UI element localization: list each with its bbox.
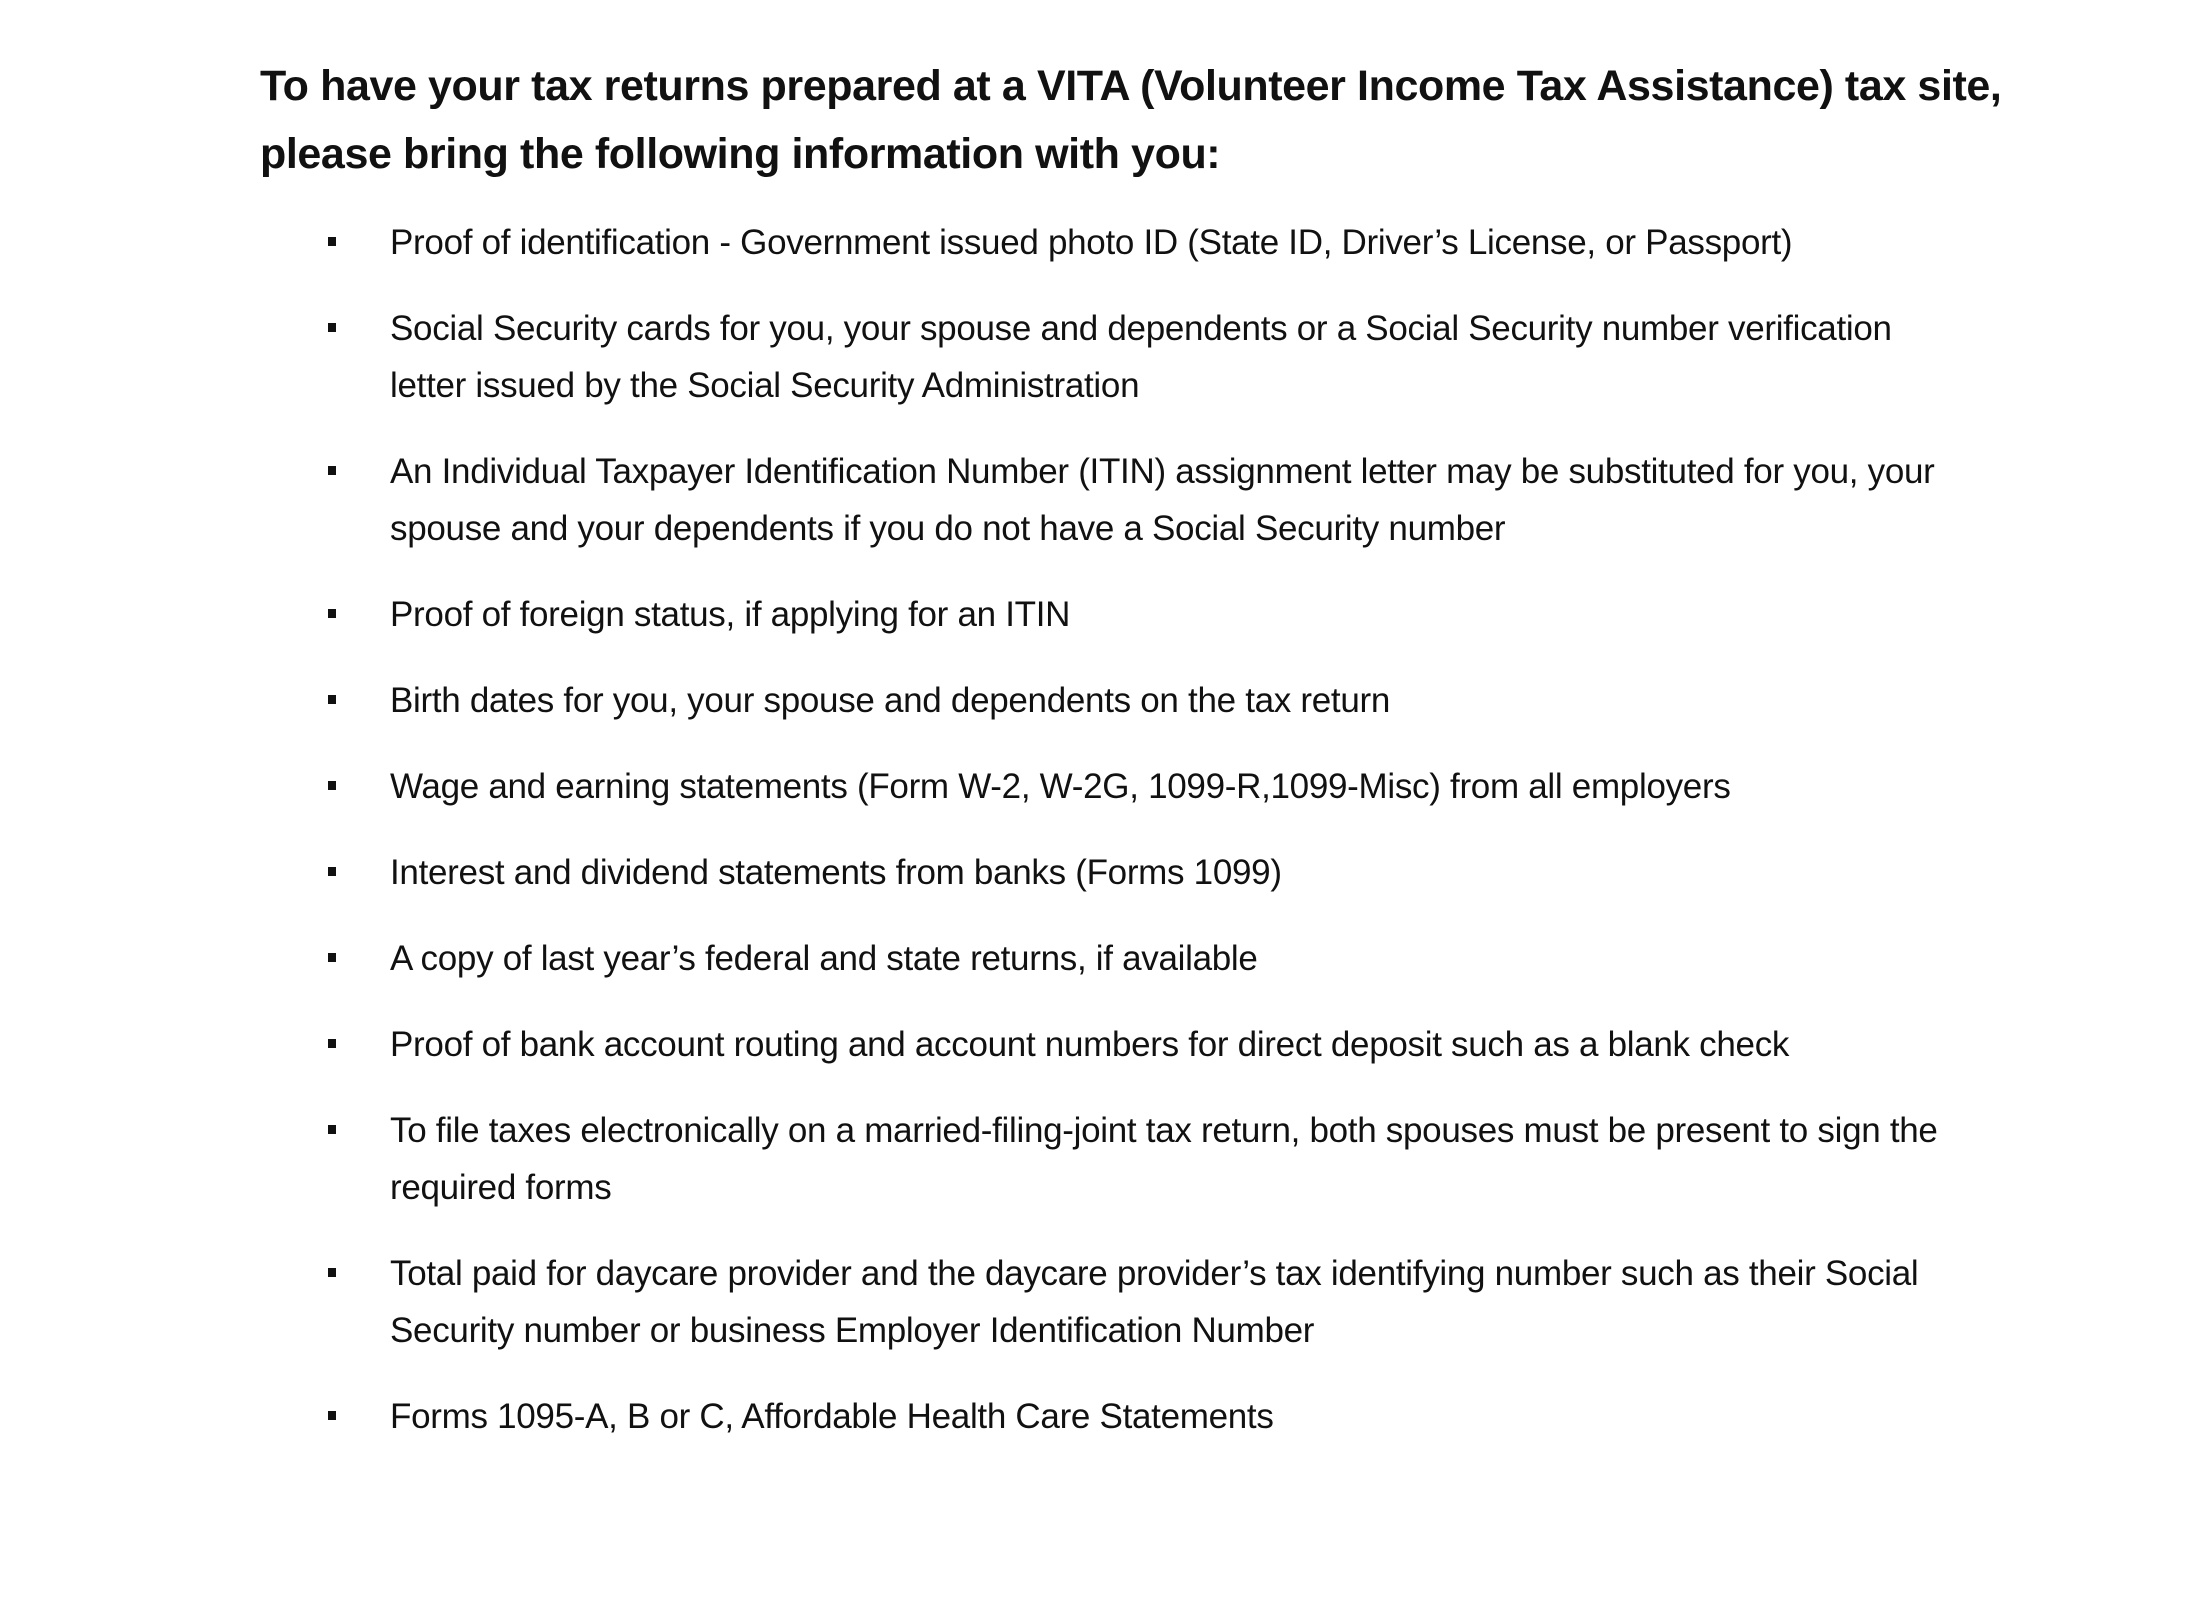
list-item-text: A copy of last year’s federal and state returns, if available (390, 939, 1258, 978)
list-item (0, 1016, 2200, 1073)
list-item-text: To file taxes electronically on a married-filing-joint tax return, both spouses must be present to sign the required forms (390, 1111, 1938, 1207)
list-item-text: Interest and dividend statements from banks (Forms 1099) (390, 853, 1282, 892)
bullet-icon (328, 867, 336, 876)
bullet-icon (328, 695, 336, 704)
list-item-text: Forms 1095-A, B or C, Affordable Health Care Statements (390, 1397, 1274, 1436)
list-item (0, 930, 2200, 987)
bullet-icon (328, 609, 336, 618)
list-item (0, 672, 2200, 729)
cropped-text-fragment (920, 0, 1280, 6)
bullet-icon (328, 781, 336, 790)
list-item-text: Wage and earning statements (Form W-2, W-2G, 1099-R,1099-Misc) from all employers (390, 767, 1731, 806)
document-heading: To have your tax returns prepared at a VITA (Volunteer Income Tax Assistance) tax site, please bring the following information with you: (260, 62, 2002, 178)
list-item-text: Social Security cards for you, your spouse and dependents or a Social Security number verification letter issued by the Social Security Administration (390, 309, 1892, 405)
bullet-icon (328, 1125, 336, 1134)
list-item-text: Proof of identification - Government issued photo ID (State ID, Driver’s License, or Passport) (390, 223, 1793, 262)
bullet-icon (328, 1039, 336, 1048)
list-item (0, 1388, 2200, 1445)
list-item (0, 300, 2200, 414)
bullet-icon (328, 953, 336, 962)
bullet-icon (328, 1411, 336, 1420)
list-item (0, 1245, 2200, 1359)
bullet-icon (328, 466, 336, 475)
required-documents-list (0, 214, 2200, 1474)
list-item (0, 1102, 2200, 1216)
list-item (0, 214, 2200, 271)
bullet-icon (328, 1268, 336, 1277)
list-item-text: Birth dates for you, your spouse and dependents on the tax return (390, 681, 1391, 720)
list-item-text: An Individual Taxpayer Identification Number (ITIN) assignment letter may be substituted for you, your spouse and your dependents if you do not have a Social Security number (390, 452, 1935, 548)
list-item (0, 758, 2200, 815)
bullet-icon (328, 323, 336, 332)
bullet-icon (328, 237, 336, 246)
list-item-text: Proof of foreign status, if applying for an ITIN (390, 595, 1071, 634)
list-item-text: Proof of bank account routing and account numbers for direct deposit such as a blank check (390, 1025, 1790, 1064)
list-item (0, 844, 2200, 901)
list-item (0, 586, 2200, 643)
list-item-text: Total paid for daycare provider and the daycare provider’s tax identifying number such as their Social Security number or business Employer Identification Number (390, 1254, 1919, 1350)
list-item (0, 443, 2200, 557)
